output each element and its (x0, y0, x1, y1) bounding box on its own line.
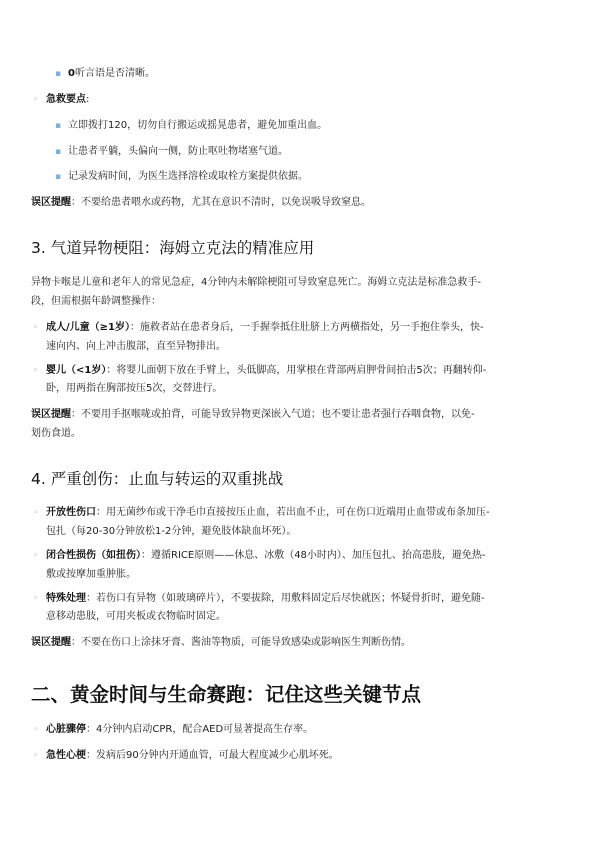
bullet-icon: ◦ (33, 751, 39, 761)
bullet-icon: ▪ (55, 147, 62, 157)
item-text: 让患者平躺，头偏向一侧，防止呕吐物堵塞气道。 (68, 146, 288, 157)
item-text: 敷或按摩加重肿胀。 (46, 569, 136, 580)
item-text: 意移动患肢，可用夹板或衣物临时固定。 (46, 611, 226, 622)
bullet-icon: ◦ (33, 551, 39, 561)
section-heading: 4. 严重创伤：止血与转运的双重挑战 (31, 470, 284, 488)
section-heading: 3. 气道异物梗阻：海姆立克法的精准应用 (31, 239, 315, 257)
item-text: ：发病后90分钟内开通血管，可最大程度减少心肌坏死。 (86, 750, 339, 761)
intro-line: 段，但需根据年龄调整操作： (31, 296, 161, 307)
bullet-icon: ◦ (33, 594, 39, 604)
bullet-icon: ◦ (33, 366, 39, 376)
item-text: 卧，用两指在胸部按压5次，交替进行。 (46, 383, 223, 394)
item-label: 急性心梗 (46, 750, 86, 761)
item-text: ：用无菌纱布或干净毛巾直接按压止血，若出血不止，可在伤口近端用止血带或布条加压- (96, 507, 490, 518)
item-label: 开放性伤口 (46, 507, 96, 518)
bullet-icon: ▪ (55, 69, 62, 79)
item-text: ：施救者站在患者身后，一手握拳抵住肚脐上方两横指处，另一手抱住拳头，快- (130, 322, 484, 333)
warning-text: ：不要用手抠喉咙或拍背，可能导致异物更深嵌入气道；也不要让患者强行吞咽食物，以免- (71, 409, 475, 420)
item-text: 立即拨打120，切勿自行搬运或摇晃患者，避免加重出血。 (68, 120, 328, 131)
bullet-icon: ▪ (55, 121, 62, 131)
item-text: ：遵循RICE原则——休息、冰敷（48小时内）、加压包扎、抬高患肢，避免热- (141, 550, 486, 561)
bullet-icon: ◦ (33, 95, 39, 105)
item-label: 闭合性损伤（如扭伤） (46, 550, 141, 561)
warning-label: 误区提醒 (31, 409, 71, 420)
item-label: 婴儿（<1岁） (46, 365, 107, 376)
chapter-heading: 二、黄金时间与生命赛跑：记住这些关键节点 (31, 683, 422, 706)
warning-label: 误区提醒 (31, 637, 71, 648)
warning-text: 划伤食道。 (31, 428, 81, 439)
item-text: ：若伤口有异物（如玻璃碎片），不要拔除，用敷料固定后尽快就医；怀疑骨折时，避免随- (86, 593, 485, 604)
bullet-icon: ◦ (33, 508, 39, 518)
warning-text: ：不要在伤口上涂抹牙膏、酱油等物质，可能导致感染或影响医生判断伤情。 (71, 637, 411, 648)
item-label: 特殊处理 (46, 593, 86, 604)
bullet-icon: ◦ (33, 323, 39, 333)
warning-text: ：不要给患者喂水或药物，尤其在意识不清时，以免误吸导致窒息。 (71, 197, 371, 208)
item-text: ：将婴儿面朝下放在手臂上，头低脚高，用掌根在背部两肩胛骨间拍击5次；再翻转仰- (106, 365, 487, 376)
item-text: 包扎（每20-30分钟放松1-2分钟，避免肢体缺血坏死）。 (46, 526, 297, 537)
item-text: ：4分钟内启动CPR，配合AED可显著提高生存率。 (86, 724, 314, 735)
item-label: 成人/儿童（≥1岁） (46, 322, 130, 333)
item-text: 记录发病时间，为医生选择溶栓或取栓方案提供依据。 (68, 171, 308, 182)
key-points-label: 急救要点 (46, 94, 86, 105)
item-text: 速向内、向上冲击腹部，直至异物排出。 (46, 341, 226, 352)
item-text: 听言语是否清晰。 (74, 68, 155, 79)
key-points-colon: : (86, 94, 90, 105)
item-bold: 0 (68, 68, 75, 79)
item-label: 心脏骤停 (46, 724, 86, 735)
intro-line: 异物卡喉是儿童和老年人的常见急症，4分钟内未解除梗阻可导致窒息死亡。海姆立克法是标准急救手- (31, 277, 481, 288)
bullet-icon: ▪ (55, 172, 62, 182)
bullet-icon: ◦ (33, 725, 39, 735)
warning-label: 误区提醒 (31, 197, 71, 208)
